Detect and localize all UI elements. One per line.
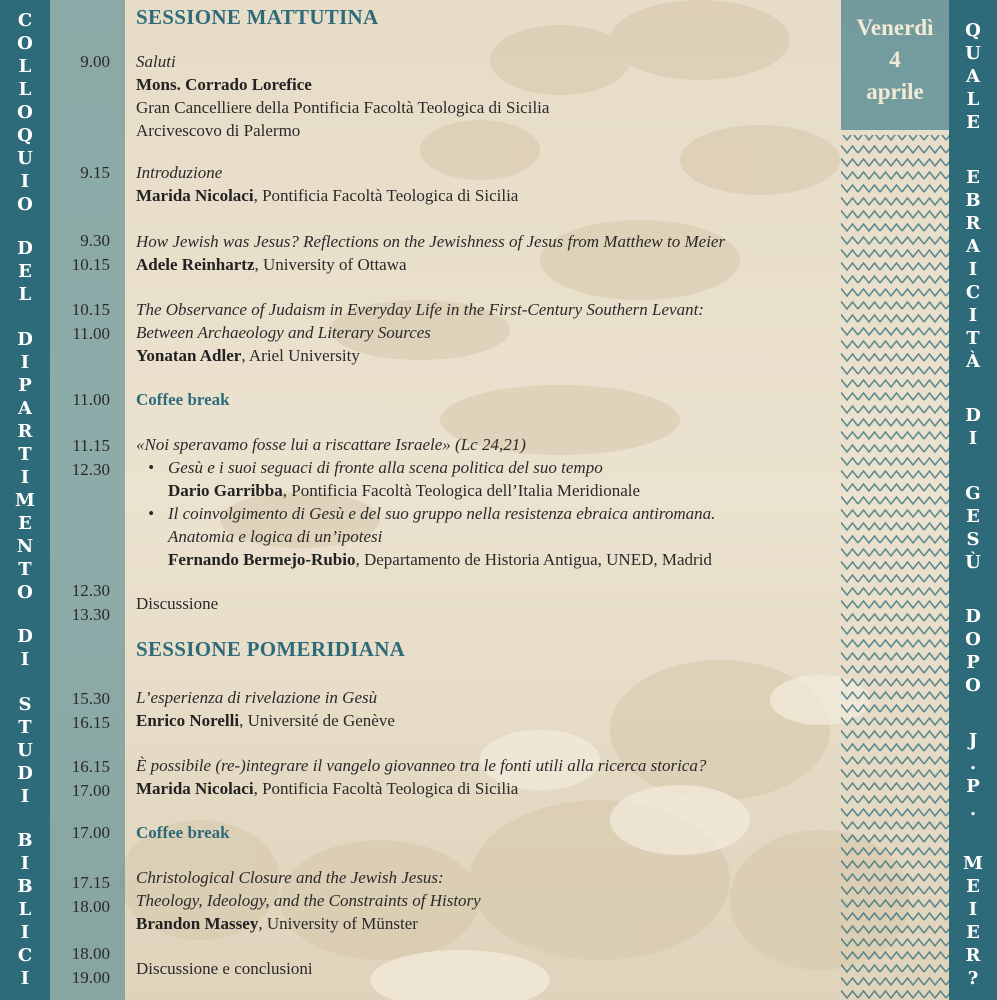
right-banner-word: M E I E R ?	[963, 853, 983, 989]
section-title-afternoon: SESSIONE POMERIDIANA	[136, 637, 406, 661]
date-day: 4	[889, 47, 901, 72]
date-weekday: Venerdì	[856, 15, 934, 40]
left-banner-word: B I B L I C I	[17, 829, 33, 989]
program-item: L’esperienza di rivelazione in Gesù Enrico Norelli, Université de Genève	[136, 688, 395, 730]
program-item: Saluti Mons. Corrado Lorefice Gran Cancelliere della Pontificia Facoltà Teologica di Sicilia Arcivescovo di Palermo	[136, 52, 550, 140]
time-slot: 11.00	[72, 390, 110, 409]
right-banner-word: E B R A I C I T À	[965, 166, 981, 372]
right-banner-word: J . P .	[966, 729, 980, 820]
right-banner-word: D I	[965, 405, 981, 449]
left-banner-word: C O L L O Q U I O	[17, 10, 33, 215]
time-slot: 9.15	[80, 163, 110, 182]
right-banner-word: Q U A L E	[965, 20, 981, 133]
coffee-break: Coffee break	[136, 390, 230, 409]
time-slot: 17.00	[71, 823, 110, 842]
discussion: Discussione	[136, 594, 219, 613]
time-slot: 17.15 18.00	[71, 873, 110, 916]
left-banner-word: D E L	[17, 238, 33, 306]
program-item: How Jewish was Jesus? Reflections on the Jewishness of Jesus from Matthew to Meier Adele Reinhartz, University of Ottawa	[136, 232, 726, 274]
time-slot: 18.00 19.00	[71, 944, 110, 987]
time-slot: 9.00	[80, 52, 110, 71]
bullet-item: • Il coinvolgimento di Gesù e del suo gruppo nella resistenza ebraica antiromana.	[136, 502, 836, 525]
time-slot: 9.30 10.15	[71, 231, 110, 274]
discussion: Discussione e conclusioni	[136, 959, 313, 978]
program-item: The Observance of Judaism in Everyday Life in the First-Century Southern Levant: Between Archaeology and Literary Sources Yonatan Adler, Ariel University	[136, 300, 704, 365]
time-slot: 10.15 11.00	[71, 300, 110, 343]
right-banner-word: G E S Ù	[965, 482, 981, 573]
bullet-item: • Gesù e i suoi seguaci di fronte alla scena politica del suo tempo	[136, 456, 836, 479]
program-item: È possibile (re-)integrare il vangelo giovanneo tra le fonti utili alla ricerca storica? Marida Nicolaci, Pontificia Facoltà Teologica di Sicilia	[136, 756, 707, 798]
section-title-morning: SESSIONE MATTUTINA	[136, 5, 379, 29]
program-item: Christological Closure and the Jewish Jesus: Theology, Ideology, and the Constraints of History Brandon Massey, University of Münster	[136, 868, 481, 933]
time-slot: 12.30 13.30	[71, 581, 110, 624]
left-banner-word: D I P A R T I M E N T O	[15, 328, 35, 603]
right-banner-word: D O P O	[965, 606, 981, 696]
program-item: Introduzione Marida Nicolaci, Pontificia Facoltà Teologica di Sicilia	[136, 163, 519, 205]
time-slot: 16.15 17.00	[71, 757, 110, 800]
left-banner-word: D I	[17, 626, 33, 671]
coffee-break: Coffee break	[136, 823, 230, 842]
program-item: «Noi speravamo fosse lui a riscattare Israele» (Lc 24,21) • Gesù e i suoi seguaci di fronte alla scena politica del suo tempo Dario Garribba, Pontificia Facoltà Teologica dell’Italia Meridionale • Il coinvolgimento di Gesù e del suo gruppo nella resistenza ebraica antiromana. Anatomia e logica di un’ipotesi Fernando Bermejo-Rubio, Departamento de Historia Antigua, UNED, Madrid	[136, 433, 836, 571]
time-slot: 15.30 16.15	[71, 689, 110, 732]
time-slot: 11.15 12.30	[71, 436, 110, 479]
left-banner-word: S T U D I	[17, 693, 33, 807]
date-month: aprile	[866, 79, 924, 104]
